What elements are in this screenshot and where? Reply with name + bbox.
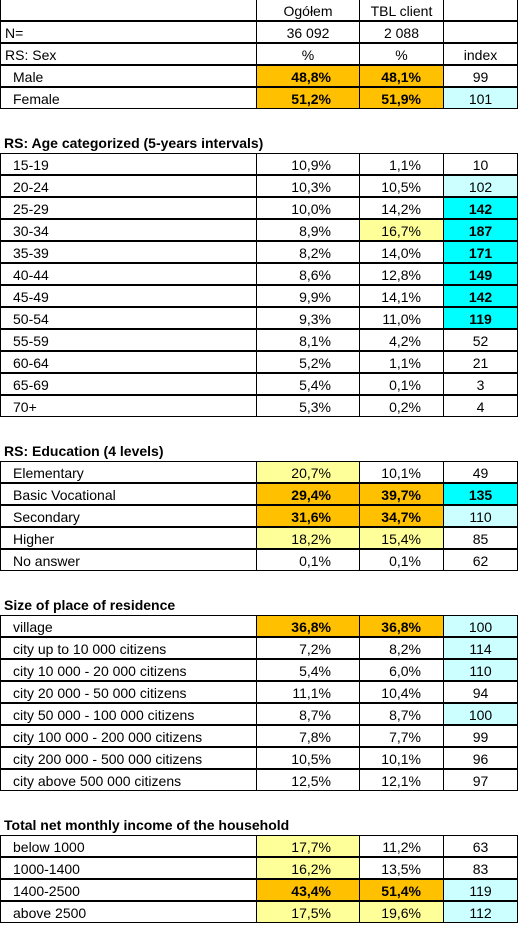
table-row	[0, 902, 518, 924]
value-index: 112	[443, 901, 518, 923]
value-index: 96	[443, 747, 518, 769]
row-label: 25-29	[0, 197, 256, 219]
value-index: 94	[443, 681, 518, 703]
subheader-pct-ogolem: %	[256, 43, 359, 65]
row-label: city 100 000 - 200 000 citizens	[0, 725, 256, 747]
row-label: Basic Vocational	[0, 483, 256, 505]
row-label: 20-24	[0, 175, 256, 197]
value-index: 83	[443, 857, 518, 879]
row-label: below 1000	[0, 835, 256, 857]
value-index: 52	[443, 329, 518, 351]
row-label: city 200 000 - 500 000 citizens	[0, 747, 256, 769]
table-row	[0, 770, 518, 792]
value-ogolem: 8,6%	[256, 263, 359, 285]
value-tbl-client: 39,7%	[359, 483, 443, 505]
value-index: 10	[443, 153, 518, 175]
value-tbl-client: 12,1%	[359, 769, 443, 791]
table-row	[0, 154, 518, 176]
row-label: 15-19	[0, 153, 256, 175]
row-label: city 50 000 - 100 000 citizens	[0, 703, 256, 725]
value-ogolem: 17,5%	[256, 901, 359, 923]
value-ogolem: 11,1%	[256, 681, 359, 703]
header-col-tbl-client: TBL client	[359, 0, 443, 21]
value-ogolem: 16,2%	[256, 857, 359, 879]
value-index: 110	[443, 505, 518, 527]
row-label: city 10 000 - 20 000 citizens	[0, 659, 256, 681]
section-subheader-row	[0, 44, 518, 66]
value-ogolem: 20,7%	[256, 461, 359, 483]
value-ogolem: 51,2%	[256, 87, 359, 109]
table-row	[0, 638, 518, 660]
n-label: N=	[0, 21, 256, 43]
table-row	[0, 176, 518, 198]
row-label: 70+	[0, 395, 256, 417]
section-title: Size of place of residence	[4, 597, 176, 613]
header-row	[0, 0, 518, 22]
n-tbl-client: 2 088	[359, 21, 443, 43]
row-label: above 2500	[0, 901, 256, 923]
value-tbl-client: 8,7%	[359, 703, 443, 725]
row-label: No answer	[0, 549, 256, 571]
table-row	[0, 308, 518, 330]
value-index: 4	[443, 395, 518, 417]
section-title-row	[0, 132, 518, 154]
value-index: 102	[443, 175, 518, 197]
table-row	[0, 484, 518, 506]
value-ogolem: 0,1%	[256, 549, 359, 571]
value-tbl-client: 48,1%	[359, 65, 443, 87]
table-row	[0, 880, 518, 902]
value-tbl-client: 10,1%	[359, 747, 443, 769]
value-tbl-client: 36,8%	[359, 615, 443, 637]
section-title: RS: Age categorized (5-years intervals)	[4, 135, 264, 151]
value-ogolem: 7,8%	[256, 725, 359, 747]
value-ogolem: 12,5%	[256, 769, 359, 791]
table-row	[0, 726, 518, 748]
value-ogolem: 10,9%	[256, 153, 359, 175]
value-tbl-client: 15,4%	[359, 527, 443, 549]
value-ogolem: 5,3%	[256, 395, 359, 417]
value-tbl-client: 0,1%	[359, 373, 443, 395]
value-ogolem: 17,7%	[256, 835, 359, 857]
table-row	[0, 528, 518, 550]
row-label: Elementary	[0, 461, 256, 483]
value-tbl-client: 0,1%	[359, 549, 443, 571]
value-ogolem: 5,4%	[256, 373, 359, 395]
row-label: 40-44	[0, 263, 256, 285]
table-row	[0, 748, 518, 770]
section-title: Total net monthly income of the household	[4, 817, 290, 833]
header-col-ogolem: Ogółem	[256, 0, 359, 21]
section-title-row	[0, 594, 518, 616]
table-row	[0, 660, 518, 682]
table-row	[0, 264, 518, 286]
value-tbl-client: 0,2%	[359, 395, 443, 417]
value-tbl-client: 14,2%	[359, 197, 443, 219]
row-label: 65-69	[0, 373, 256, 395]
value-ogolem: 10,5%	[256, 747, 359, 769]
table-row	[0, 220, 518, 242]
table-row	[0, 616, 518, 638]
table-row	[0, 396, 518, 418]
value-ogolem: 36,8%	[256, 615, 359, 637]
row-label: city up to 10 000 citizens	[0, 637, 256, 659]
value-index: 171	[443, 241, 518, 263]
header-blank-cell	[443, 0, 518, 21]
table-row	[0, 506, 518, 528]
value-tbl-client: 11,2%	[359, 835, 443, 857]
value-ogolem: 8,7%	[256, 703, 359, 725]
row-label: 45-49	[0, 285, 256, 307]
value-index: 99	[443, 725, 518, 747]
value-index: 119	[443, 879, 518, 901]
value-tbl-client: 6,0%	[359, 659, 443, 681]
value-tbl-client: 51,4%	[359, 879, 443, 901]
value-ogolem: 8,1%	[256, 329, 359, 351]
value-index: 97	[443, 769, 518, 791]
value-tbl-client: 10,5%	[359, 175, 443, 197]
section-title: RS: Education (4 levels)	[4, 443, 164, 459]
row-label: city 20 000 - 50 000 citizens	[0, 681, 256, 703]
value-index: 110	[443, 659, 518, 681]
n-row	[0, 22, 518, 44]
table-row	[0, 550, 518, 572]
value-index: 3	[443, 373, 518, 395]
row-label: city above 500 000 citizens	[0, 769, 256, 791]
row-label: village	[0, 615, 256, 637]
value-tbl-client: 12,8%	[359, 263, 443, 285]
value-ogolem: 5,4%	[256, 659, 359, 681]
table-row	[0, 836, 518, 858]
value-tbl-client: 14,0%	[359, 241, 443, 263]
value-index: 149	[443, 263, 518, 285]
value-tbl-client: 11,0%	[359, 307, 443, 329]
value-index: 142	[443, 197, 518, 219]
value-ogolem: 7,2%	[256, 637, 359, 659]
value-ogolem: 29,4%	[256, 483, 359, 505]
value-index: 100	[443, 615, 518, 637]
section-title-row	[0, 814, 518, 836]
subheader-index: index	[443, 43, 518, 65]
row-label: Male	[0, 65, 256, 87]
table-row	[0, 858, 518, 880]
value-ogolem: 10,3%	[256, 175, 359, 197]
table-row	[0, 374, 518, 396]
value-tbl-client: 8,2%	[359, 637, 443, 659]
value-index: 135	[443, 483, 518, 505]
row-label: Female	[0, 87, 256, 109]
value-ogolem: 43,4%	[256, 879, 359, 901]
row-label: 1400-2500	[0, 879, 256, 901]
value-ogolem: 5,2%	[256, 351, 359, 373]
value-index: 119	[443, 307, 518, 329]
row-label: 35-39	[0, 241, 256, 263]
row-label: 1000-1400	[0, 857, 256, 879]
value-index: 49	[443, 461, 518, 483]
subheader-pct-tbl: %	[359, 43, 443, 65]
value-tbl-client: 10,1%	[359, 461, 443, 483]
value-ogolem: 18,2%	[256, 527, 359, 549]
table-row	[0, 198, 518, 220]
n-ogolem: 36 092	[256, 21, 359, 43]
value-index: 99	[443, 65, 518, 87]
value-tbl-client: 7,7%	[359, 725, 443, 747]
value-tbl-client: 14,1%	[359, 285, 443, 307]
section-title-row	[0, 440, 518, 462]
row-label: Higher	[0, 527, 256, 549]
value-tbl-client: 1,1%	[359, 351, 443, 373]
value-index: 63	[443, 835, 518, 857]
value-ogolem: 9,9%	[256, 285, 359, 307]
row-label: 30-34	[0, 219, 256, 241]
value-tbl-client: 51,9%	[359, 87, 443, 109]
value-tbl-client: 19,6%	[359, 901, 443, 923]
row-label: Secondary	[0, 505, 256, 527]
table-row	[0, 352, 518, 374]
row-label: 60-64	[0, 351, 256, 373]
value-index: 21	[443, 351, 518, 373]
value-tbl-client: 1,1%	[359, 153, 443, 175]
value-tbl-client: 34,7%	[359, 505, 443, 527]
table-row	[0, 462, 518, 484]
value-ogolem: 10,0%	[256, 197, 359, 219]
value-tbl-client: 10,4%	[359, 681, 443, 703]
value-tbl-client: 13,5%	[359, 857, 443, 879]
value-index: 101	[443, 87, 518, 109]
row-label: 55-59	[0, 329, 256, 351]
value-ogolem: 8,9%	[256, 219, 359, 241]
value-index: 142	[443, 285, 518, 307]
table-row	[0, 704, 518, 726]
value-tbl-client: 4,2%	[359, 329, 443, 351]
row-label: 50-54	[0, 307, 256, 329]
value-index: 85	[443, 527, 518, 549]
value-tbl-client: 16,7%	[359, 219, 443, 241]
value-index: 62	[443, 549, 518, 571]
value-index: 100	[443, 703, 518, 725]
table-row	[0, 88, 518, 110]
table-row	[0, 682, 518, 704]
n-blank	[443, 21, 518, 43]
value-ogolem: 31,6%	[256, 505, 359, 527]
value-ogolem: 9,3%	[256, 307, 359, 329]
value-index: 187	[443, 219, 518, 241]
value-ogolem: 48,8%	[256, 65, 359, 87]
table-row	[0, 330, 518, 352]
value-index: 114	[443, 637, 518, 659]
table-row	[0, 66, 518, 88]
section-title: RS: Sex	[0, 43, 256, 65]
table-row	[0, 242, 518, 264]
value-ogolem: 8,2%	[256, 241, 359, 263]
table-row	[0, 286, 518, 308]
header-corner-cell	[0, 0, 256, 21]
